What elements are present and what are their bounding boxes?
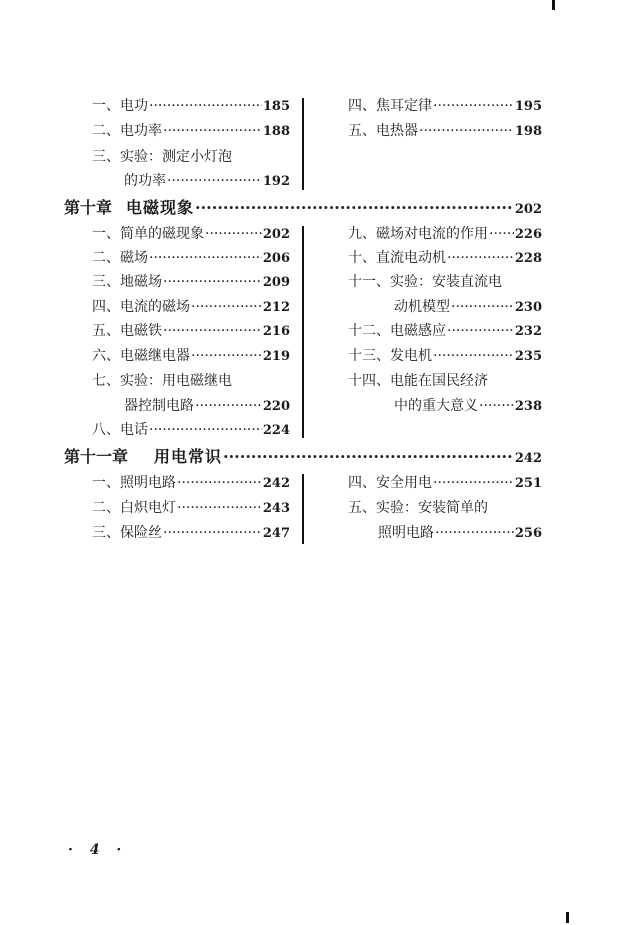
entry-number: 六、 — [92, 348, 120, 364]
entry-page: 188 — [262, 124, 290, 139]
entry-number: 十、 — [348, 250, 376, 266]
entry-title: 电流的磁场 — [120, 299, 190, 315]
entry-title: 发电机 — [390, 348, 432, 364]
entry-page: 195 — [514, 99, 542, 114]
entry-page: 192 — [262, 174, 290, 189]
entry-number: 三、 — [92, 525, 120, 541]
dot-leader — [163, 524, 262, 542]
entry-number: 十四、 — [348, 373, 390, 389]
dot-leader — [163, 122, 262, 140]
entry-number: 四、 — [348, 475, 376, 491]
entry-title: 电功 — [120, 98, 148, 114]
dot-leader — [489, 225, 514, 243]
entry-page: 219 — [262, 349, 290, 364]
entry-title: 焦耳定律 — [376, 98, 432, 114]
entry-page: 226 — [514, 227, 542, 242]
toc-entry-continuation — [394, 397, 542, 415]
dot-leader — [149, 97, 262, 115]
entry-title: 保险丝 — [120, 525, 162, 541]
chapter-page: 242 — [514, 451, 542, 466]
toc-entry — [92, 97, 290, 115]
dot-leader — [223, 448, 514, 466]
toc-entry — [348, 122, 542, 140]
dot-leader — [435, 524, 514, 542]
toc-entry — [92, 273, 290, 291]
entry-title: 电磁感应 — [390, 323, 446, 339]
toc-entry — [348, 499, 488, 517]
entry-title: 简单的磁现象 — [120, 226, 204, 242]
dot-leader — [163, 322, 262, 340]
entry-title: 电磁铁 — [120, 323, 162, 339]
toc-entry — [92, 148, 232, 166]
entry-title: 地磁场 — [120, 274, 162, 290]
chapter-heading — [64, 448, 542, 466]
toc-entry — [92, 298, 290, 316]
column-divider — [302, 226, 304, 438]
entry-title: 电磁继电器 — [120, 348, 190, 364]
entry-title-continued: 照明电路 — [378, 525, 434, 541]
entry-title: 实验：安装直流电 — [390, 274, 502, 290]
entry-number: 十二、 — [348, 323, 390, 339]
entry-title: 白炽电灯 — [120, 500, 176, 516]
toc-entry-continuation — [124, 172, 290, 190]
entry-page: 220 — [262, 399, 290, 414]
dot-leader — [191, 298, 262, 316]
entry-number: 九、 — [348, 226, 376, 242]
dot-leader — [479, 397, 514, 415]
entry-page: 247 — [262, 526, 290, 541]
entry-page: 242 — [262, 476, 290, 491]
toc-entry — [348, 249, 542, 267]
entry-page: 232 — [514, 324, 542, 339]
dot-leader — [451, 298, 514, 316]
toc-entry — [92, 524, 290, 542]
dot-leader — [177, 474, 262, 492]
entry-number: 七、 — [92, 373, 120, 389]
entry-title: 安全用电 — [376, 475, 432, 491]
dot-leader — [447, 249, 514, 267]
chapter-number: 第十一章 — [64, 447, 129, 466]
dot-leader — [195, 199, 514, 217]
entry-page: 206 — [262, 251, 290, 266]
entry-page: 209 — [262, 275, 290, 290]
entry-number: 二、 — [92, 500, 120, 516]
toc-entry — [348, 347, 542, 365]
entry-page: 228 — [514, 251, 542, 266]
dot-leader — [177, 499, 262, 517]
entry-page: 212 — [262, 300, 290, 315]
entry-page: 256 — [514, 526, 542, 541]
entry-title: 电话 — [120, 422, 148, 438]
dot-leader — [419, 122, 514, 140]
entry-page: 235 — [514, 349, 542, 364]
toc-entry — [348, 322, 542, 340]
chapter-number: 第十章 — [64, 198, 113, 217]
dot-leader — [433, 97, 514, 115]
toc-entry-continuation — [124, 397, 290, 415]
column-divider — [302, 474, 304, 544]
chapter-title: 电磁现象 — [126, 198, 195, 217]
entry-page: 224 — [262, 423, 290, 438]
toc-entry — [348, 273, 502, 291]
dot-leader — [447, 322, 514, 340]
entry-title: 电能在国民经济 — [390, 373, 488, 389]
chapter-page: 202 — [514, 202, 542, 217]
dot-leader — [149, 421, 262, 439]
entry-number: 二、 — [92, 250, 120, 266]
dot-leader — [205, 225, 262, 243]
entry-number: 一、 — [92, 98, 120, 114]
entry-page: 230 — [514, 300, 542, 315]
entry-title: 磁场对电流的作用 — [376, 226, 488, 242]
entry-title: 实验：测定小灯泡 — [120, 149, 232, 165]
entry-number: 一、 — [92, 226, 120, 242]
page-number: · 4 · — [68, 842, 128, 858]
column-divider — [302, 98, 304, 190]
toc-entry-continuation — [394, 298, 542, 316]
entry-number: 五、 — [348, 123, 376, 139]
dot-leader — [163, 273, 262, 291]
dot-leader — [433, 347, 514, 365]
toc-entry — [92, 225, 290, 243]
toc-entry — [92, 249, 290, 267]
scan-mark — [566, 912, 569, 923]
entry-number: 十一、 — [348, 274, 390, 290]
chapter-title: 用电常识 — [154, 447, 223, 466]
entry-number: 三、 — [92, 149, 120, 165]
entry-page: 198 — [514, 124, 542, 139]
toc-entry-continuation — [378, 524, 542, 542]
toc-entry — [92, 499, 290, 517]
entry-title: 电热器 — [376, 123, 418, 139]
dot-leader — [149, 249, 262, 267]
scan-mark — [552, 0, 555, 10]
entry-title: 实验：用电磁继电 — [120, 373, 232, 389]
chapter-heading — [64, 199, 542, 217]
toc-entry — [348, 225, 542, 243]
toc-entry — [92, 421, 290, 439]
toc-entry — [92, 474, 290, 492]
entry-title-continued: 器控制电路 — [124, 398, 194, 414]
entry-number: 三、 — [92, 274, 120, 290]
entry-title-continued: 中的重大意义 — [394, 398, 478, 414]
toc-entry — [348, 97, 542, 115]
toc-entry — [92, 372, 232, 390]
entry-number: 一、 — [92, 475, 120, 491]
entry-title: 实验：安装简单的 — [376, 500, 488, 516]
entry-page: 243 — [262, 501, 290, 516]
toc-entry — [92, 322, 290, 340]
dot-leader — [167, 172, 262, 190]
toc-entry — [92, 347, 290, 365]
entry-page: 251 — [514, 476, 542, 491]
toc-entry — [92, 122, 290, 140]
entry-page: 238 — [514, 399, 542, 414]
entry-number: 五、 — [348, 500, 376, 516]
dot-leader — [191, 347, 262, 365]
entry-number: 四、 — [348, 98, 376, 114]
entry-number: 十三、 — [348, 348, 390, 364]
toc-entry — [348, 372, 488, 390]
entry-number: 五、 — [92, 323, 120, 339]
entry-title-continued: 的功率 — [124, 173, 166, 189]
entry-number: 二、 — [92, 123, 120, 139]
toc-entry — [348, 474, 542, 492]
entry-number: 八、 — [92, 422, 120, 438]
entry-page: 185 — [262, 99, 290, 114]
dot-leader — [195, 397, 262, 415]
entry-page: 216 — [262, 324, 290, 339]
entry-title: 电功率 — [120, 123, 162, 139]
entry-title: 直流电动机 — [376, 250, 446, 266]
entry-title: 照明电路 — [120, 475, 176, 491]
entry-page: 202 — [262, 227, 290, 242]
dot-leader — [433, 474, 514, 492]
entry-title-continued: 动机模型 — [394, 299, 450, 315]
entry-title: 磁场 — [120, 250, 148, 266]
entry-number: 四、 — [92, 299, 120, 315]
